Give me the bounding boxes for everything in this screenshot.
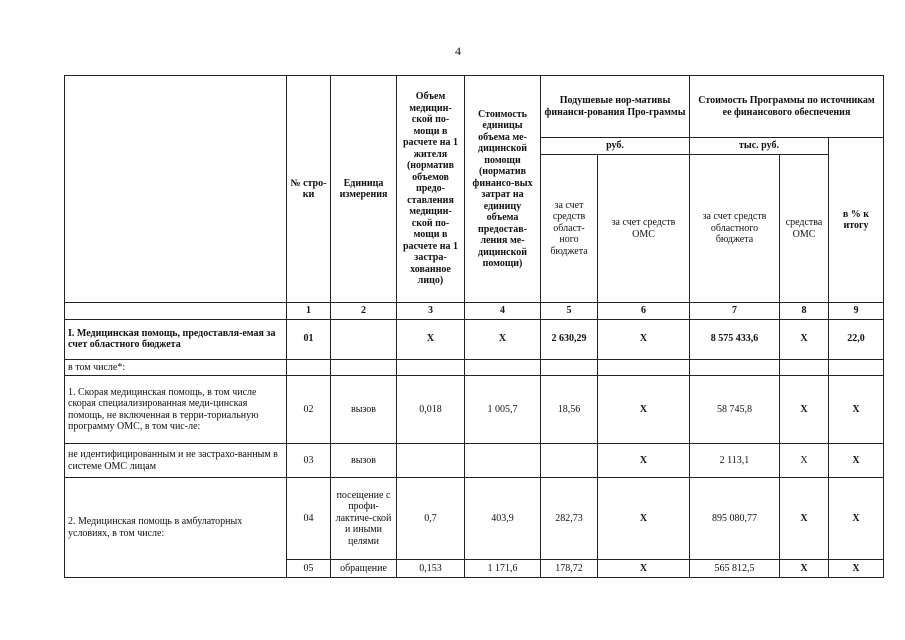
row-tot-budget: 565 812,5 (690, 560, 780, 578)
row-pct: 22,0 (829, 319, 884, 359)
column-number: 5 (541, 303, 598, 320)
row-empty (397, 359, 465, 376)
row-line: 03 (287, 444, 331, 478)
row-pc-budget: 282,73 (541, 478, 598, 560)
row-label: в том числе*: (65, 359, 287, 376)
row-tot-budget: 895 080,77 (690, 478, 780, 560)
row-line: 01 (287, 319, 331, 359)
row-cost: 1 005,7 (465, 376, 541, 444)
row-tot-oms: Х (780, 560, 829, 578)
row-volume: Х (397, 319, 465, 359)
header-regional-budget-total: за счет средств областного бюджета (690, 155, 780, 303)
row-cost (465, 444, 541, 478)
row-pct: Х (829, 376, 884, 444)
row-line: 05 (287, 560, 331, 578)
header-volume: Объем медицин-ской по-мощи в расчете на 1 жителя (норматив объемов предо-ставления медицин-ской по-мощи в расчете на 1 застра-хованное лицо) (397, 76, 465, 303)
table-row (65, 444, 884, 478)
row-volume (397, 444, 465, 478)
row-label: 1. Скорая медицинская помощь, в том числе скорая специализированная меди-цинская помощь, не включенная в терри-ториальную программу ОМС, в том чис-ле: (65, 376, 287, 444)
row-empty (598, 359, 690, 376)
page-number: 4 (455, 44, 461, 58)
row-unit: обращение (331, 560, 397, 578)
column-number: 9 (829, 303, 884, 320)
column-number: 2 (331, 303, 397, 320)
row-pc-oms: Х (598, 560, 690, 578)
table-row (65, 319, 884, 359)
row-empty (690, 359, 780, 376)
row-pc-oms: Х (598, 478, 690, 560)
row-volume: 0,7 (397, 478, 465, 560)
row-pct: Х (829, 478, 884, 560)
row-tot-oms: Х (780, 444, 829, 478)
row-tot-oms: Х (780, 376, 829, 444)
row-unit: вызов (331, 444, 397, 478)
row-empty (780, 359, 829, 376)
row-pct: Х (829, 560, 884, 578)
column-number: 6 (598, 303, 690, 320)
row-empty (829, 359, 884, 376)
row-line: 04 (287, 478, 331, 560)
row-unit: вызов (331, 376, 397, 444)
row-empty (287, 359, 331, 376)
column-number: 4 (465, 303, 541, 320)
header-cost-by-source: Стоимость Программы по источникам ее финансового обеспечения (690, 76, 884, 138)
row-tot-oms: Х (780, 319, 829, 359)
column-number: 7 (690, 303, 780, 320)
header-rub: руб. (541, 138, 690, 155)
row-pc-budget: 18,56 (541, 376, 598, 444)
row-empty (331, 359, 397, 376)
row-line: 02 (287, 376, 331, 444)
row-label: 2. Медицинская помощь в амбулаторных условиях, в том числе: (65, 478, 287, 578)
program-cost-table (64, 75, 884, 578)
column-number: 1 (287, 303, 331, 320)
row-cost: 1 171,6 (465, 560, 541, 578)
row-label: I. Медицинская помощь, предоставля-емая за счет областного бюджета (65, 319, 287, 359)
header-percent: в % к итогу (829, 138, 884, 303)
header-oms-total: средства ОМС (780, 155, 829, 303)
row-pct: Х (829, 444, 884, 478)
row-tot-budget: 58 745,8 (690, 376, 780, 444)
header-unit: Единица измерения (331, 76, 397, 303)
column-number-empty (65, 303, 287, 320)
row-empty (465, 359, 541, 376)
column-numbers-row (65, 303, 884, 320)
row-label: не идентифицированным и не застрахо-ванным в системе ОМС лицам (65, 444, 287, 478)
header-row-no: № стро-ки (287, 76, 331, 303)
row-cost: 403,9 (465, 478, 541, 560)
row-pc-oms: Х (598, 444, 690, 478)
column-number: 8 (780, 303, 829, 320)
header-thousand-rub: тыс. руб. (690, 138, 829, 155)
row-tot-oms: Х (780, 478, 829, 560)
row-volume: 0,018 (397, 376, 465, 444)
table-row (65, 359, 884, 376)
row-tot-budget: 8 575 433,6 (690, 319, 780, 359)
row-pc-oms: Х (598, 319, 690, 359)
row-empty (541, 359, 598, 376)
table-row (65, 478, 884, 560)
row-tot-budget: 2 113,1 (690, 444, 780, 478)
row-pc-budget (541, 444, 598, 478)
row-unit (331, 319, 397, 359)
row-pc-budget: 2 630,29 (541, 319, 598, 359)
header-empty-label (65, 76, 287, 303)
column-number: 3 (397, 303, 465, 320)
row-unit: посещение с профи-лактиче-ской и иными целями (331, 478, 397, 560)
table-row (65, 376, 884, 444)
row-pc-oms: Х (598, 376, 690, 444)
header-per-capita: Подушевые нор-мативы финанси-рования Про-граммы (541, 76, 690, 138)
header-regional-budget-per-capita: за счет средств област-ного бюджета (541, 155, 598, 303)
row-cost: Х (465, 319, 541, 359)
header-oms-per-capita: за счет средств ОМС (598, 155, 690, 303)
header-unit-cost: Стоимость единицы объема ме-дицинской помощи (норматив финансо-вых затрат на единицу объема предостав-ления ме-дицинской помощи) (465, 76, 541, 303)
row-volume: 0,153 (397, 560, 465, 578)
row-pc-budget: 178,72 (541, 560, 598, 578)
